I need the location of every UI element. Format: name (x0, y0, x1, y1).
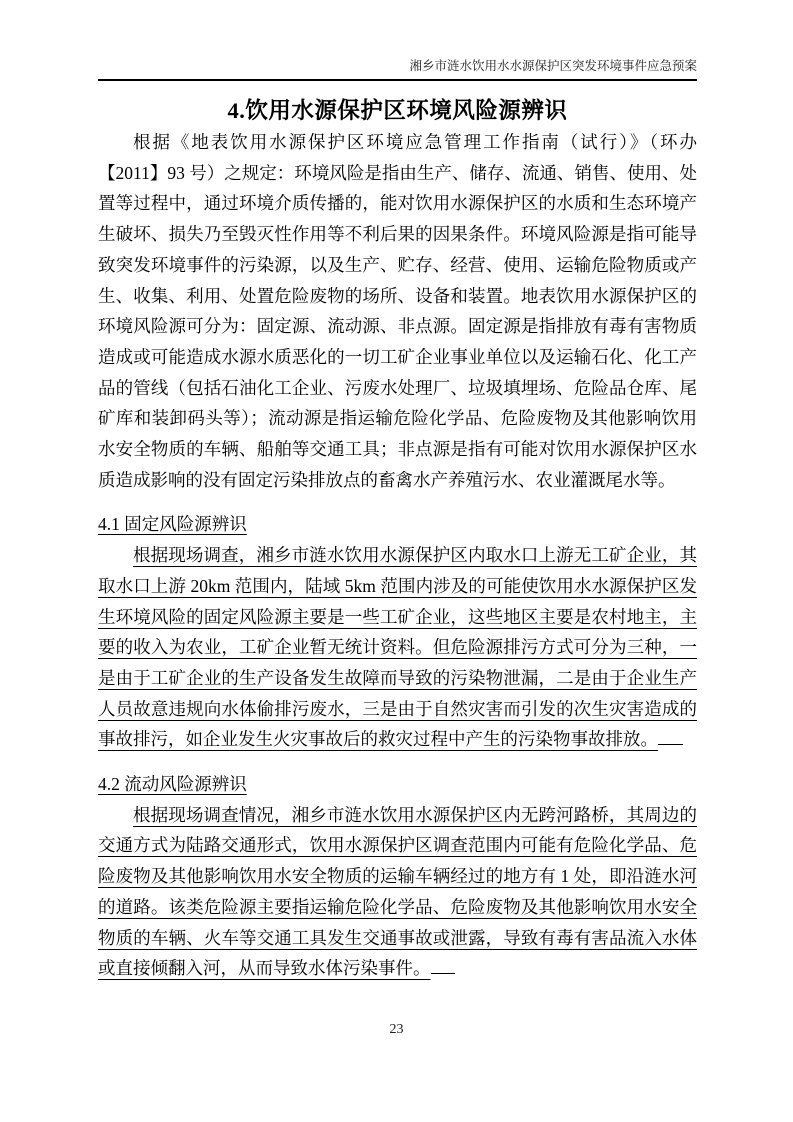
page-footer (0, 1022, 793, 1038)
section-heading-4-2: 4.2 流动风险源辨识 (98, 774, 247, 795)
trailing-underline (658, 728, 683, 746)
page-number: 23 (389, 1022, 404, 1037)
intro-paragraph: 根据《地表饮用水源保护区环境应急管理工作指南（试行）》（环办【2011】93 号）之规定：环境风险是指由生产、储存、流通、销售、使用、处置等过程中，通过环境介质传播的，能对饮用水源保护区的水质和生态环境产生破坏、损失乃至毁灭性作用等不利后果的因果条件。环境风险源是指可能导致突发环境事件的污染源，以及生产、贮存、经营、使用、运输危险物质或产生、收集、利用、处置危险废物的场所、设备和装置。地表饮用水源保护区的环境风险源可分为：固定源、流动源、非点源。固定源是指排放有毒有害物质造成或可能造成水源水质恶化的一切工矿企业事业单位以及运输石化、化工产品的管线（包括石油化工企业、污废水处理厂、垃圾填埋场、危险品仓库、尾矿库和装卸码头等）；流动源是指运输危险化学品、危险废物及其他影响饮用水安全物质的车辆、船舶等交通工具；非点源是指有可能对饮用水源保护区水质造成影响的没有固定污染排放点的畜禽水产养殖污水、农业灌溉尾水等。 (98, 132, 697, 490)
section-mobile-risk (98, 769, 697, 984)
section-paragraph-4-2 (98, 800, 697, 984)
section-fixed-risk (98, 509, 697, 755)
section-paragraph-4-1 (98, 540, 697, 755)
section-4-1-text: 根据现场调查，湘乡市涟水饮用水源保护区内取水口上游无工矿企业，其取水口上游 20km 范围内，陆域 5km 范围内涉及的可能使饮用水水源保护区发生环境风险的固定风险源主要是一些工矿企业，这些地区主要是农村地主，主要的收入为农业，工矿企业暂无统计资料。但危险源排污方式可分为三种，一是由于工矿企业的生产设备发生故障而导致的污染物泄漏，二是由于企业生产人员故意违规向水体偷排污废水，三是由于自然灾害而引发的次生灾害造成的事故排污，如企业发生火灾事故后的救灾过程中产生的污染物事故排放。 (98, 545, 697, 750)
page-content (98, 95, 697, 984)
section-heading-4-1: 4.1 固定风险源辨识 (98, 514, 247, 535)
page-header (98, 58, 697, 81)
section-4-2-text: 根据现场调查情况，湘乡市涟水饮用水源保护区内无跨河路桥，其周边的交通方式为陆路交通形式，饮用水源保护区调查范围内可能有危险化学品、危险废物及其他影响饮用水安全物质的运输车辆经过的地方有 1 处，即沿涟水河的道路。该类危险源主要指运输危险化学品、危险废物及其他影响饮用水安全物质的车辆、火车等交通工具发生交通事故或泄露，导致有毒有害品流入水体或直接倾翻入河，从而导致水体污染事件。 (98, 804, 697, 979)
trailing-underline (431, 957, 456, 975)
header-title: 湘乡市涟水饮用水水源保护区突发环境事件应急预案 (409, 59, 697, 73)
page-title: 4.饮用水源保护区环境风险源辨识 (227, 98, 568, 123)
